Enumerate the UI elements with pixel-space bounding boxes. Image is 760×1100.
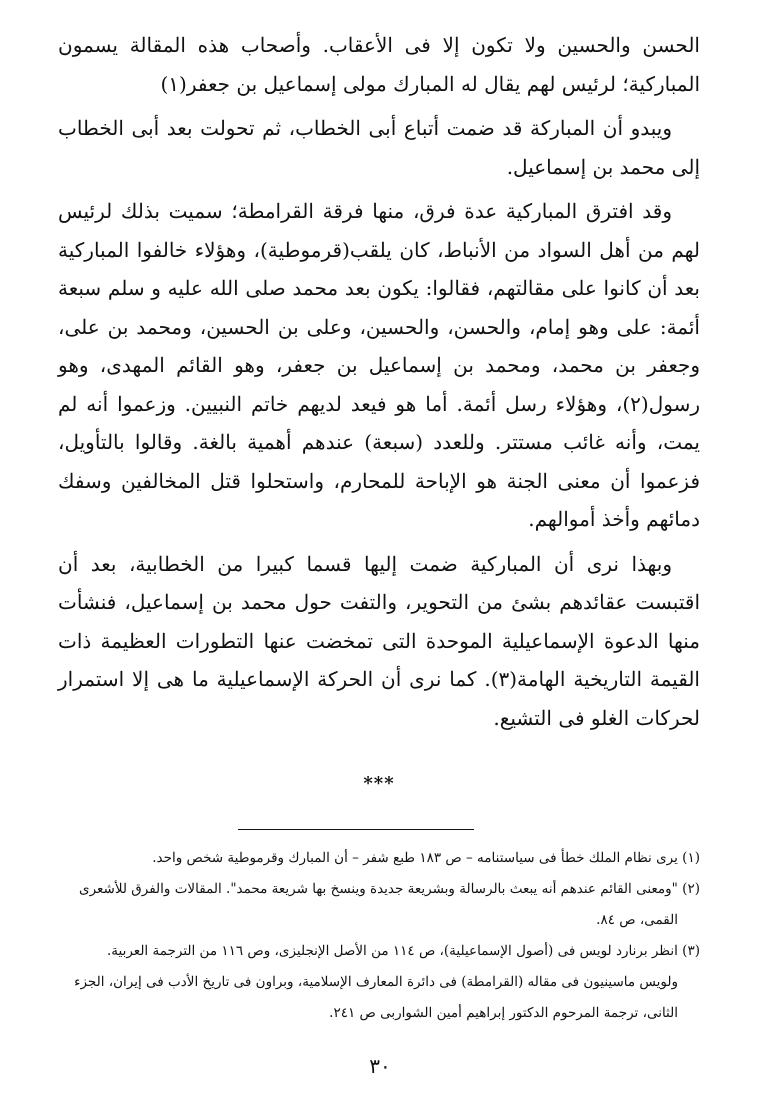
footnote-2-continued: القمى، ص ٨٤. [596, 912, 678, 928]
footnote-3-continued-b: الثانى، ترجمة المرحوم الدكتور إبراهيم أمين الشواربى ص ٢٤١. [329, 1005, 678, 1021]
footnote-2: (٢) "ومعنى القائم عندهم أنه يبعث بالرسالة وبشريعة جديدة وينسخ بها شريعة محمد". المقالات والفرق للأشعرى [79, 881, 700, 897]
page-number: ٣٠ [369, 1054, 391, 1078]
section-separator: *** [363, 773, 395, 794]
footnote-3-continued-a: ولويس ماسينيون فى مقاله (القرامطة) فى دائرة المعارف الإسلامية، وبراون فى تاريخ الأدب فى إيران، الجزء [74, 974, 678, 990]
paragraph-3: وقد افترق المباركية عدة فرق، منها فرقة القرامطة؛ سميت بذلك لرئيس لهم من أهل السواد من الأنباط، كان يلقب(قرموطية)، وهؤلاء خالفوا المباركية بعد أن كانوا على مقالتهم، فقالوا: يكون بعد محمد صلى الله عليه و سلم سبعة أئمة: على وهو إمام، والحسن، والحسين، وعلى بن الحسين، ومحمد بن على، وجعفر بن محمد، ومحمد بن إسماعيل بن جعفر، وهو القائم المهدى، وهو رسول(٢)، وهؤلاء رسل أئمة. أما هو فيعد لديهم خاتم النبيين. وزعموا أنه لم يمت، وأنه غائب مستتر. وللعدد (سبعة) عندهم أهمية بالغة. وقالوا بالتأويل، فزعموا أن معنى الجنة هو الإباحة للمحارم، واستحلوا قتل المخالفين وسفك دمائهم وأخذ أموالهم. [58, 199, 700, 531]
footnote-3: (٣) انظر برنارد لويس فى (أصول الإسماعيلية)، ص ١١٤ من الأصل الإنجليزى، وص ١١٦ من الترجمة العربية. [107, 943, 700, 959]
paragraph-4: وبهذا نرى أن المباركية ضمت إليها قسما كبيرا من الخطابية، بعد أن اقتبست عقائدهم بشئ من التحوير، والتفت حول محمد بن إسماعيل، فنشأت منها الدعوة الإسماعيلية الموحدة التى تمخضت عنها التطورات العظيمة ذات القيمة التاريخية الهامة(٣). كما نرى أن الحركة الإسماعيلية ما هى إلا استمرار لحركات الغلو فى التشيع. [58, 551, 700, 730]
paragraph-1: الحسن والحسين ولا تكون إلا فى الأعقاب. وأصحاب هذه المقالة يسمون المباركية؛ لرئيس لهم يقال له المبارك مولى إسماعيل بن جعفر(١) [58, 33, 700, 96]
footnote-rule [238, 829, 474, 830]
footnotes [58, 843, 700, 1029]
footnote-1: (١) يرى نظام الملك خطأ فى سياستنامه – ص ١٨٣ طبع شفر – أن المبارك وقرموطية شخص واحد. [152, 850, 700, 866]
paragraph-2: ويبدو أن المباركة قد ضمت أتباع أبى الخطاب، ثم تحولت بعد أبى الخطاب إلى محمد بن إسماعيل. [58, 116, 700, 179]
